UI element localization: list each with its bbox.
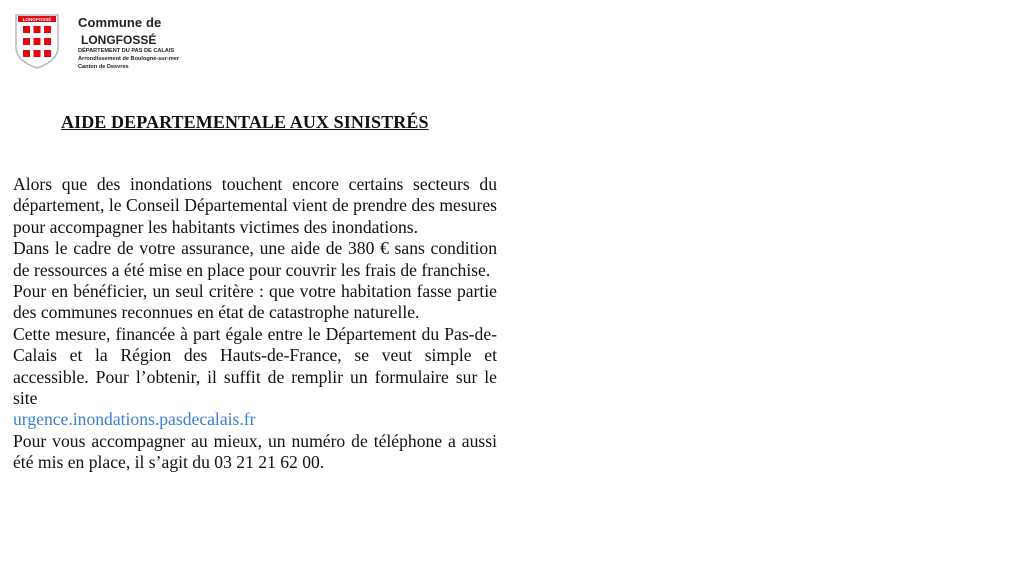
document-title: AIDE DEPARTEMENTALE AUX SINISTRÉS bbox=[61, 112, 429, 132]
shield-icon bbox=[14, 13, 60, 69]
commune-name: LONGFOSSÉ bbox=[81, 33, 157, 47]
paragraph-phone: Pour vous accompagner au mieux, un numéro de téléphone a aussi été mis en place, il s’agit du 03 21 21 62 00. bbox=[13, 430, 497, 473]
website-link[interactable]: urgence.inondations.pasdecalais.fr bbox=[13, 409, 256, 430]
paragraph-intro: Alors que des inondations touchent encore certains secteurs du département, le Conseil Départemental vient de prendre des mesures pour accompagner les habitants victimes des inondations. bbox=[13, 174, 497, 237]
arrondissement-line: Arrondissement de Boulogne-sur-mer bbox=[78, 56, 180, 62]
paragraph-funding: Cette mesure, financée à part égale entre le Département du Pas-de-Calais et la Région des Hauts-de-France, se veut simple et accessible. Pour l’obtenir, il suffit de remplir un formulaire sur le site bbox=[13, 323, 497, 409]
commune-coat-of-arms-logo bbox=[14, 13, 60, 69]
document-body bbox=[13, 174, 497, 474]
commune-header bbox=[78, 15, 179, 71]
canton-line: Canton de Desvres bbox=[78, 64, 129, 70]
paragraph-criterion: Pour en bénéficier, un seul critère : que votre habitation fasse partie des communes reconnues en état de catastrophe naturelle. bbox=[13, 281, 497, 323]
department-line: DÉPARTEMENT DU PAS DE CALAIS bbox=[78, 48, 175, 54]
svg-text:LONGFOSSÉ: LONGFOSSÉ bbox=[22, 17, 52, 22]
paragraph-aid-amount: Dans le cadre de votre assurance, une aide de 380 € sans condition de ressources a été mise en place pour couvrir les frais de franchise. bbox=[13, 238, 497, 280]
commune-label: Commune de bbox=[78, 15, 162, 30]
